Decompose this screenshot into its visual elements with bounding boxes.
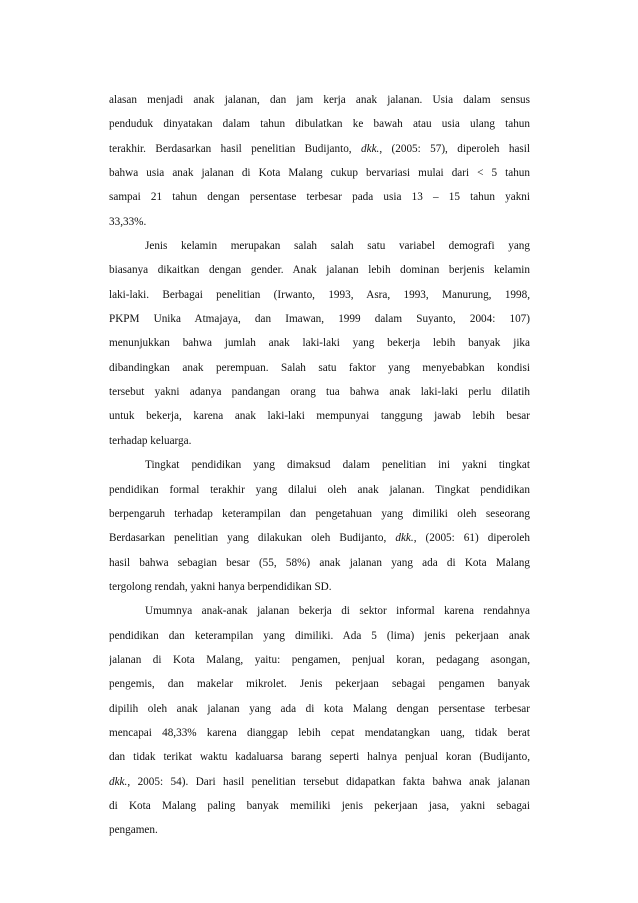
text-line: PKPM Unika Atmajaya, dan Imawan, 1999 dalam Suyanto, 2004: 107): [109, 313, 530, 326]
text-line: biasanya dikaitkan dengan gender. Anak jalanan lebih dominan berjenis kelamin: [109, 264, 530, 277]
text-line: sampai 21 tahun dengan persentase terbesar pada usia 13 – 15 tahun yakni: [109, 191, 530, 204]
text-line: 33,33%.: [109, 215, 147, 228]
text-line: alasan menjadi anak jalanan, dan jam kerja anak jalanan. Usia dalam sensus: [109, 94, 530, 106]
text-line: pengemis, dan makelar mikrolet. Jenis pekerjaan sebagai pengamen banyak: [109, 678, 530, 691]
text-line: Umumnya anak-anak jalanan bekerja di sektor informal karena rendahnya: [145, 605, 530, 618]
text-line: Jenis kelamin merupakan salah salah satu variabel demografi yang: [145, 240, 530, 253]
text-line: tersebut yakni adanya pandangan orang tua bahwa anak laki-laki perlu dilatih: [109, 386, 530, 399]
text-line: terhadap keluarga.: [109, 434, 192, 447]
text-line: mencapai 48,33% karena dianggap lebih cepat mendatangkan uang, tidak berat: [109, 726, 530, 739]
text-line: jalanan di Kota Malang, yaitu: pengamen, penjual koran, pedagang asongan,: [109, 653, 530, 666]
text-line: dibandingkan anak perempuan. Salah satu faktor yang menyebabkan kondisi: [109, 361, 530, 374]
text-line: penduduk dinyatakan dalam tahun dibulatkan ke bawah atau usia ulang tahun: [109, 118, 530, 131]
text-line: untuk bekerja, karena anak laki-laki mempunyai tanggung jawab lebih besar: [109, 410, 530, 423]
body-text: [109, 88, 530, 843]
text-line: hasil bahwa sebagian besar (55, 58%) anak jalanan yang ada di Kota Malang: [109, 556, 530, 569]
text-line: pendidikan dan keterampilan yang dimiliki. Ada 5 (lima) jenis pekerjaan anak: [109, 629, 530, 642]
text-line: Berdasarkan penelitian yang dilakukan oleh Budijanto, dkk., (2005: 61) diperoleh: [109, 532, 530, 545]
text-line: menunjukkan bahwa jumlah anak laki-laki yang bekerja lebih banyak jika: [109, 337, 530, 350]
text-line: dkk., 2005: 54). Dari hasil penelitian tersebut didapatkan fakta bahwa anak jalanan: [109, 775, 530, 788]
text-line: bahwa usia anak jalanan di Kota Malang cukup bervariasi mulai dari < 5 tahun: [109, 167, 530, 180]
text-line: di Kota Malang paling banyak memiliki jenis pekerjaan jasa, yakni sebagai: [109, 799, 530, 812]
text-line: tergolong rendah, yakni hanya berpendidikan SD.: [109, 580, 332, 593]
text-line: terakhir. Berdasarkan hasil penelitian Budijanto, dkk., (2005: 57), diperoleh hasil: [109, 142, 530, 155]
text-line: pendidikan formal terakhir yang dilalui oleh anak jalanan. Tingkat pendidikan: [109, 483, 530, 496]
text-line: dan tidak terikat waktu kadaluarsa barang seperti halnya penjual koran (Budijanto,: [109, 751, 530, 764]
text-line: dipilih oleh anak jalanan yang ada di kota Malang dengan persentase terbesar: [109, 702, 530, 715]
text-line: Tingkat pendidikan yang dimaksud dalam penelitian ini yakni tingkat: [145, 459, 530, 472]
text-line: laki-laki. Berbagai penelitian (Irwanto, 1993, Asra, 1993, Manurung, 1998,: [109, 288, 530, 301]
text-line: berpengaruh terhadap keterampilan dan pengetahuan yang dimiliki oleh seseorang: [109, 507, 530, 520]
text-line: pengamen.: [109, 824, 158, 837]
